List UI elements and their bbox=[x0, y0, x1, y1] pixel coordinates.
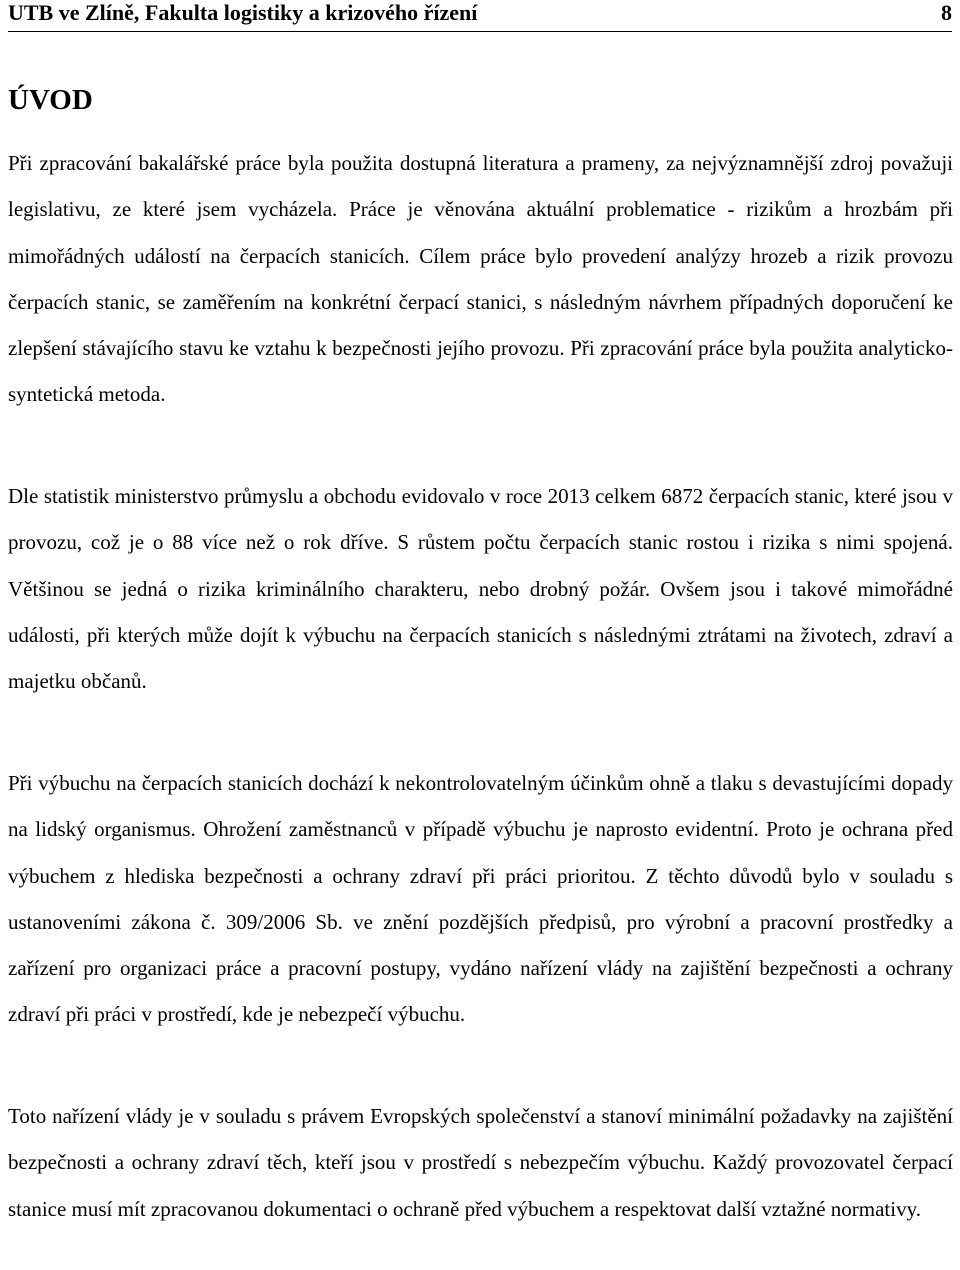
paragraph-regulation: Toto nařízení vlády je v souladu s právem Evropských společenství a stanoví minimální požadavky na zajištění bezpečnosti a ochrany zdraví těch, kteří jsou v prostředí s nebezpečím výbuchu. Každý provozovatel čerpací stanice musí mít zpracovanou dokumentaci o ochraně před výbuchem a respektovat další vztažné normativy. bbox=[8, 1104, 953, 1221]
running-header bbox=[8, 0, 952, 32]
paragraph-explosion-risk: Při výbuchu na čerpacích stanicích dochází k nekontrolovatelným účinkům ohně a tlaku s devastujícími dopady na lidský organismus. Ohrožení zaměstnanců v případě výbuchu je naprosto evidentní. Proto je ochrana před výbuchem z hlediska bezpečnosti a ochrany zdraví při práci prioritou. Z těchto důvodů bylo v souladu s ustanoveními zákona č. 309/2006 Sb. ve znění pozdějších předpisů, pro výrobní a pracovní prostředky a zařízení pro organizaci práce a pracovní postupy, vydáno nařízení vlády na zajištění bezpečnosti a ochrany zdraví při práci v prostředí, kde je nebezpečí výbuchu. bbox=[8, 771, 953, 1027]
section-heading: ÚVOD bbox=[8, 84, 93, 116]
header-title: UTB ve Zlíně, Fakulta logistiky a krizového řízení bbox=[8, 0, 478, 25]
paragraph-statistics: Dle statistik ministerstvo průmyslu a obchodu evidovalo v roce 2013 celkem 6872 čerpacích stanic, které jsou v provozu, což je o 88 více než o rok dříve. S růstem počtu čerpacích stanic rostou i rizika s nimi spojená. Většinou se jedná o rizika kriminálního charakteru, nebo drobný požár. Ovšem jsou i takové mimořádné události, při kterých může dojít k výbuchu na čerpacích stanicích s následnými ztrátami na životech, zdraví a majetku občanů. bbox=[8, 484, 953, 694]
paragraph-intro: Při zpracování bakalářské práce byla použita dostupná literatura a prameny, za nejvýznamnější zdroj považuji legislativu, ze které jsem vycházela. Práce je věnována aktuální problematice - rizikům a hrozbám při mimořádných událostí na čerpacích stanicích. Cílem práce bylo provedení analýzy hrozeb a rizik provozu čerpacích stanic, se zaměřením na konkrétní čerpací stanici, s následným návrhem případných doporučení ke zlepšení stávajícího stavu ke vztahu k bezpečnosti jejího provozu. Při zpracování práce byla použita analyticko-syntetická metoda. bbox=[8, 151, 953, 407]
page-number: 8 bbox=[941, 0, 952, 25]
